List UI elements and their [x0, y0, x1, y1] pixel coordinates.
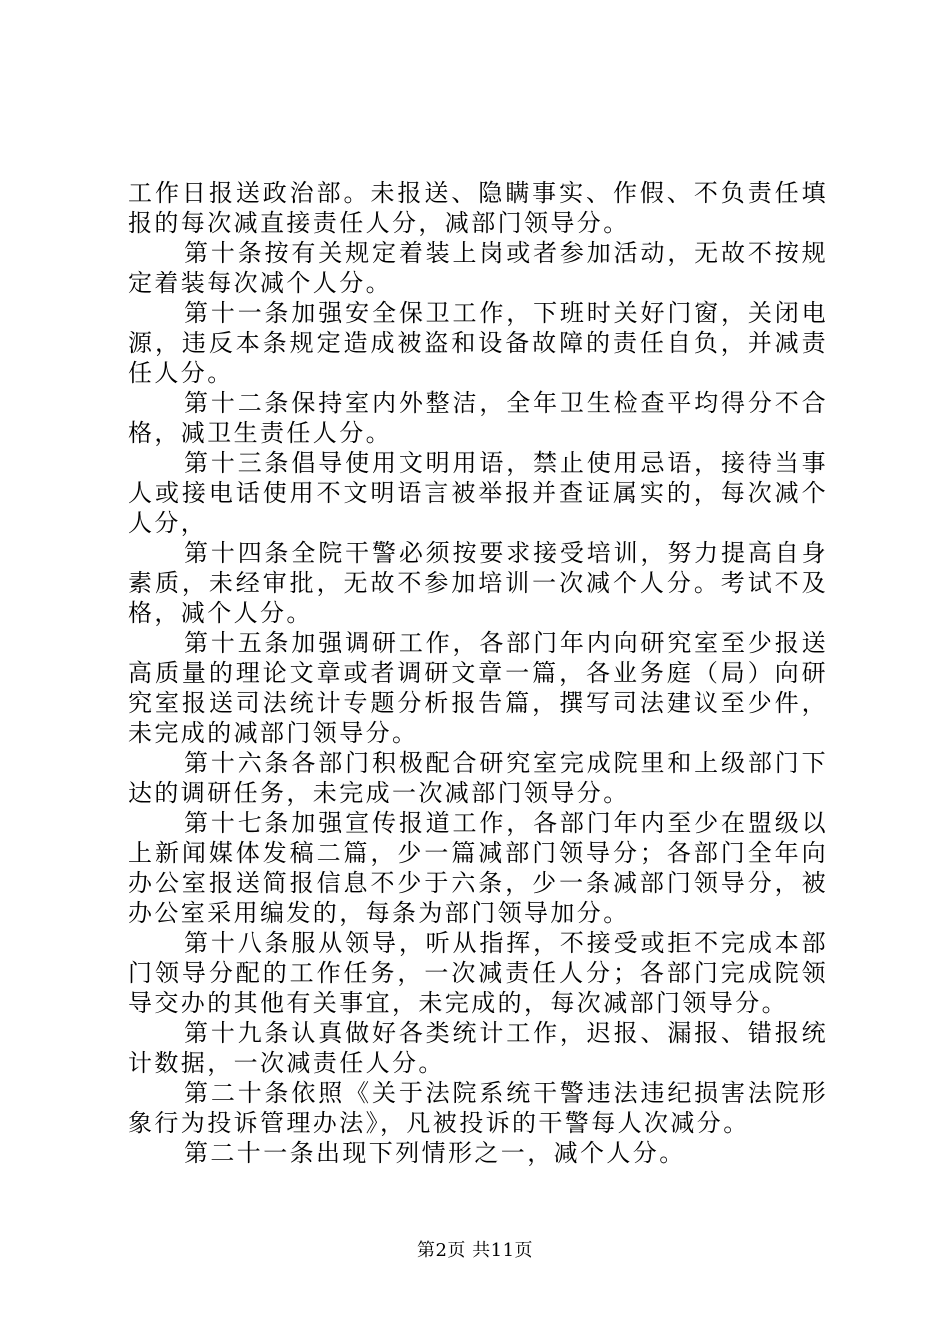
article-17: 第十七条加强宣传报道工作，各部门年内至少在盟级以上新闻媒体发稿二篇，少一篇减部门领导分；各部门全年向办公室报送简报信息不少于六条，少一条减部门领导分，被办公室采用编发的，每条为部门领导加分。 — [128, 809, 828, 927]
article-14: 第十四条全院干警必须按要求接受培训，努力提高自身素质，未经审批，无故不参加培训一次减个人分。考试不及格，减个人分。 — [128, 539, 828, 627]
article-21: 第二十一条出现下列情形之一，减个人分。 — [184, 1139, 686, 1167]
paragraph-continuation: 工作日报送政治部。未报送、隐瞒事实、作假、不负责任填报的每次减直接责任人分，减部门领导分。 — [128, 179, 828, 237]
article-19: 第十九条认真做好各类统计工作，迟报、漏报、错报统计数据，一次减责任人分。 — [128, 1019, 828, 1077]
article-16: 第十六条各部门积极配合研究室完成院里和上级部门下达的调研任务，未完成一次减部门领导分。 — [128, 749, 828, 807]
article-10: 第十条按有关规定着装上岗或者参加活动，无故不按规定着装每次减个人分。 — [128, 239, 828, 297]
article-11: 第十一条加强安全保卫工作，下班时关好门窗，关闭电源，违反本条规定造成被盗和设备故障的责任自负，并减责任人分。 — [128, 299, 828, 387]
article-12: 第十二条保持室内外整洁，全年卫生检查平均得分不合格，减卫生责任人分。 — [128, 389, 828, 447]
article-13: 第十三条倡导使用文明用语，禁止使用忌语，接待当事人或接电话使用不文明语言被举报并查证属实的，每次减个人分， — [128, 449, 828, 537]
article-15: 第十五条加强调研工作，各部门年内向研究室至少报送高质量的理论文章或者调研文章一篇，各业务庭（局）向研究室报送司法统计专题分析报告篇，撰写司法建议至少件，未完成的减部门领导分。 — [128, 629, 828, 747]
page-number-footer: 第2页 共11页 — [416, 1240, 534, 1261]
article-20: 第二十条依照《关于法院系统干警违法违纪损害法院形象行为投诉管理办法》，凡被投诉的干警每人次减分。 — [128, 1079, 828, 1137]
article-18: 第十八条服从领导，听从指挥，不接受或拒不完成本部门领导分配的工作任务，一次减责任人分；各部门完成院领导交办的其他有关事宜，未完成的，每次减部门领导分。 — [128, 929, 828, 1017]
